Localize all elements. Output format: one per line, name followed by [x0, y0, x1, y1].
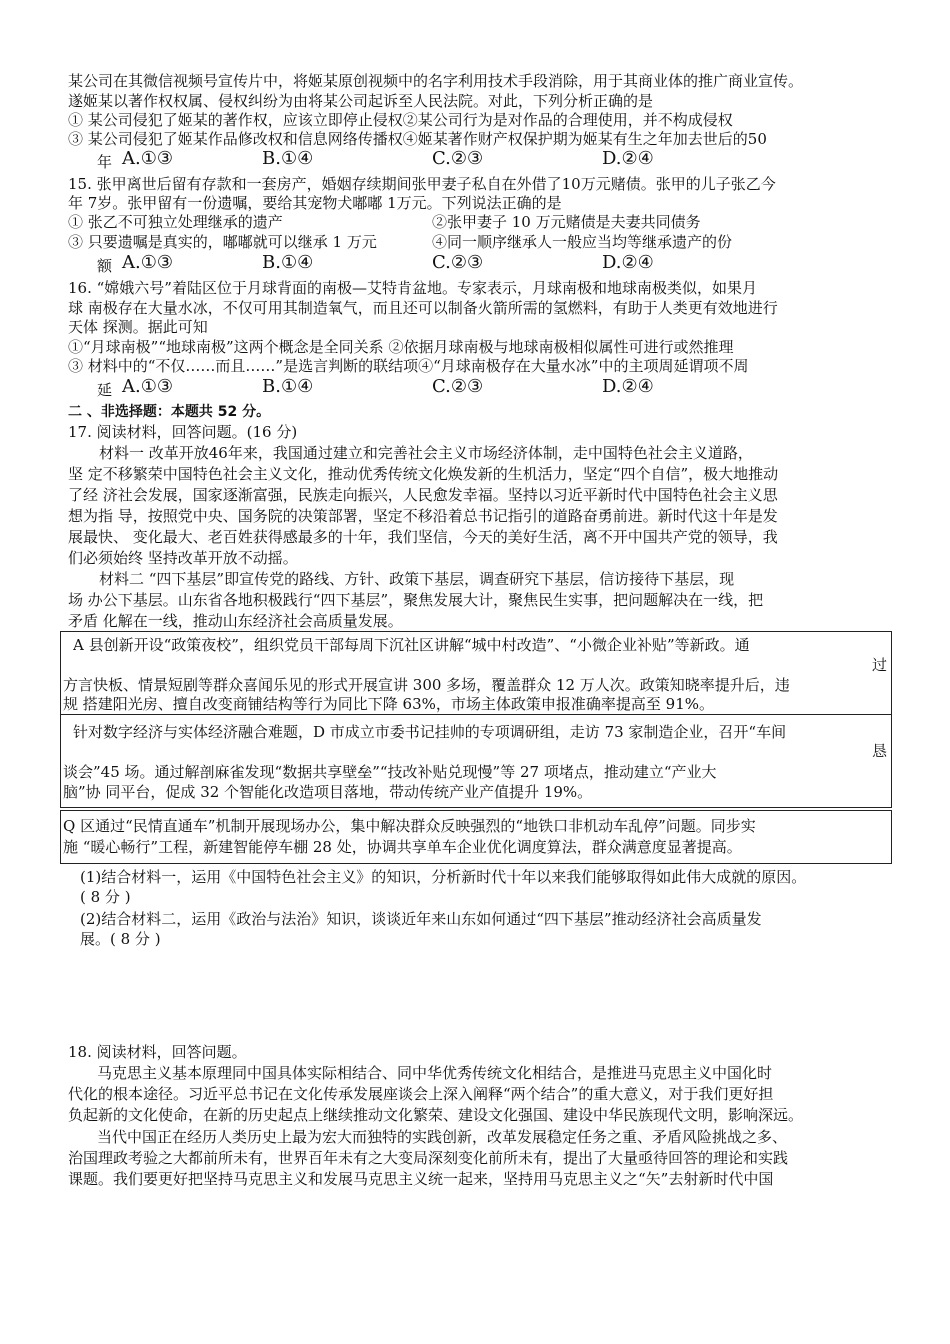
case-box-q-line-1: Q 区通过“民情直通车”机制开展现场办公，集中解决群众反映强烈的“地铁口非机动车乱停”问题。同步实: [63, 817, 756, 835]
q17-material-1-line-3: 了经 济社会发展，国家逐渐富强，民族走向振兴，人民愈发幸福。坚持以习近平新时代中国特色社会主义思: [68, 486, 778, 504]
q18-paragraph-1-line-2: 代化的根本途径。习近平总书记在文化传承发展座谈会上深入阐释“两个结合”的重大意义，对于我们更好担: [68, 1085, 774, 1103]
q14-stem-line-1: 某公司在其微信视频号宣传片中，将姬某原创视频中的名字利用技术手段消除，用于其商业体的推广商业宣传。: [68, 72, 804, 90]
q16-option-b[interactable]: B.①④: [262, 376, 314, 397]
q18-paragraph-2-line-2: 治国理政考验之大都前所未有，世界百年未有之大变局深刻变化前所未有，提出了大量亟待回答的理论和实践: [68, 1149, 789, 1167]
q15-stem-line-2: 年 7岁。张甲留有一份遗嘱，要给其宠物犬嘟嘟 1万元。下列说法正确的是: [68, 194, 562, 212]
q16-statement-line-2: ③ 材料中的“不仅……而且……”是选言判断的联结项④“月球南极存在大量水冰”中的主项周延谓项不周: [68, 357, 749, 375]
q18-paragraph-2-line-3: 课题。我们要更好把坚持马克思主义和发展马克思主义统一起来，坚持用马克思主义之“矢”去射新时代中国: [68, 1170, 774, 1188]
q17-material-1-line-4: 想为指 导，按照党中央、国务院的决策部署，坚定不移沿着总书记指引的道路奋勇前进。新时代这十年是发: [68, 507, 778, 525]
q17-subquestion-2-line-2: 展。( 8 分 ): [80, 930, 161, 948]
case-box-d-line-1: 针对数字经济与实体经济融合难题，D 市成立市委书记挂帅的专项调研组，走访 73 家制造企业，召开“车间: [73, 723, 787, 741]
q16-statement-line-1: ①“月球南极”“地球南极”这两个概念是全同关系 ②依据月球南极与地球南极相似属性可进行或然推理: [68, 338, 734, 356]
q15-option-d[interactable]: D.②④: [602, 252, 654, 273]
q17-material-2-line-2: 场 办公下基层。山东省各地积极践行“四下基层”，聚焦发展大计，聚焦民生实事，把问题解决在一线，把: [68, 591, 764, 609]
case-box-d-line-2: 谈会”45 场。通过解剖麻雀发现“数据共享壁垒”“技改补贴兑现慢”等 27 项堵点，推动建立“产业大: [63, 763, 717, 781]
q18-title: 18. 阅读材料，回答问题。: [68, 1043, 247, 1061]
q14-option-prefix: 年: [97, 153, 113, 171]
q18-paragraph-1-line-3: 负起新的文化使命，在新的历史起点上继续推动文化繁荣、建设文化强国、建设中华民族现代文明，影响深远。: [68, 1106, 804, 1124]
q17-material-1-line-2: 坚 定不移繁荣中国特色社会主义文化，推动优秀传统文化焕发新的生机活力，坚定“四个自信”，极大地推动: [68, 465, 779, 483]
q17-title: 17. 阅读材料，回答问题。(16 分): [68, 423, 298, 441]
q14-stem-line-2: 遂姬某以著作权权属、侵权纠纷为由将某公司起诉至人民法院。对此，下列分析正确的是: [68, 92, 654, 110]
case-box-a-line-1-wrap: 过: [871, 656, 887, 674]
q15-option-b[interactable]: B.①④: [262, 252, 314, 273]
case-box-q-district: [60, 810, 892, 864]
q14-options: [0, 148, 950, 172]
case-box-a-line-3: 规 搭建阳光房、擅自改变商铺结构等行为同比下降 63%，市场主体政策申报准确率提高至 91%。: [63, 695, 714, 713]
q16-option-prefix: 延: [97, 381, 113, 399]
q16-options: [0, 376, 950, 400]
q15-stem-line-1: 15. 张甲离世后留有存款和一套房产，婚姻存续期间张甲妻子私自在外借了10万元赌债。张甲的儿子张乙今: [68, 175, 776, 193]
q16-stem-line-1: 16. “嫦娥六号”着陆区位于月球背面的南极—艾特肯盆地。专家表示，月球南极和地球南极类似，如果月: [68, 279, 757, 297]
q17-material-1-line-1: 材料一 改革开放46年来，我国通过建立和完善社会主义市场经济体制，走中国特色社会主义道路，: [99, 444, 753, 462]
q17-material-2-line-1: 材料二 “四下基层”即宣传党的路线、方针、政策下基层，调查研究下基层，信访接待下基层，现: [99, 570, 735, 588]
case-box-a-line-1: A 县创新开设“政策夜校”，组织党员干部每周下沉社区讲解“城中村改造”、“小微企业补贴”等新政。通: [73, 636, 750, 654]
q16-stem-line-2: 球 南极存在大量水冰，不仅可用其制造氧气，而且还可以制备火箭所需的氢燃料，有助于人类更有效地进行: [68, 299, 778, 317]
q14-option-c[interactable]: C.②③: [432, 148, 484, 169]
case-box-a-county: [60, 631, 892, 715]
q15-option-prefix: 额: [97, 257, 113, 275]
case-box-d-line-1-wrap: 恳: [871, 742, 887, 760]
q17-material-1-line-5: 展最快、 变化最大、老百姓获得感最多的十年，我们坚信，今天的美好生活，离不开中国共产党的领导，我: [68, 528, 778, 546]
q16-stem-line-3: 天体 探测。据此可知: [68, 318, 208, 336]
q16-option-d[interactable]: D.②④: [602, 376, 654, 397]
q14-option-a[interactable]: A.①③: [122, 148, 173, 169]
q18-paragraph-2-line-1: 当代中国正在经历人类历史上最为宏大而独特的实践创新，改革发展稳定任务之重、矛盾风险挑战之多、: [97, 1128, 788, 1146]
q18-paragraph-1-line-1: 马克思主义基本原理同中国具体实际相结合、同中华优秀传统文化相结合，是推进马克思主义中国化时: [97, 1064, 773, 1082]
q16-option-c[interactable]: C.②③: [432, 376, 484, 397]
q14-statement-line-1: ① 某公司侵犯了姬某的著作权，应该立即停止侵权②某公司行为是对作品的合理使用，并不构成侵权: [68, 111, 733, 129]
q17-subquestion-2-line-1: (2)结合材料二，运用《政治与法治》知识，谈谈近年来山东如何通过“四下基层”推动经济社会高质量发: [80, 910, 762, 928]
q16-option-a[interactable]: A.①③: [122, 376, 173, 397]
q17-subquestion-1-line-2: ( 8 分 ): [80, 888, 131, 906]
q17-material-2-line-3: 矛盾 化解在一线，推动山东经济社会高质量发展。: [68, 612, 403, 630]
q15-option-a[interactable]: A.①③: [122, 252, 173, 273]
q14-option-d[interactable]: D.②④: [602, 148, 654, 169]
q15-statement-3: ③ 只要遗嘱是真实的，嘟嘟就可以继承 1 万元: [68, 233, 377, 251]
case-box-q-line-2: 施 “暖心畅行”工程，新建智能停车棚 28 处，协调共享单车企业优化调度算法，群众满意度显著提高。: [63, 838, 742, 856]
q15-option-c[interactable]: C.②③: [432, 252, 484, 273]
q15-statement-2: ②张甲妻子 10 万元赌债是夫妻共同债务: [432, 213, 701, 231]
q15-statement-4: ④同一顺序继承人一般应当均等继承遗产的份: [432, 233, 733, 251]
q14-statement-line-2: ③ 某公司侵犯了姬某作品修改权和信息网络传播权④姬某著作财产权保护期为姬某有生之年加去世后的50: [68, 130, 767, 148]
case-box-d-city: [60, 714, 892, 808]
q15-options: [0, 252, 950, 276]
section-2-heading: 二 、非选择题：本题共 52 分。: [68, 404, 271, 420]
q14-option-b[interactable]: B.①④: [262, 148, 314, 169]
q17-material-1-line-6: 们必须始终 坚持改革开放不动摇。: [68, 549, 298, 567]
q17-subquestion-1-line-1: (1)结合材料一，运用《中国特色社会主义》的知识，分析新时代十年以来我们能够取得如此伟大成就的原因。: [80, 868, 807, 886]
q15-statement-1: ① 张乙不可独立处理继承的遗产: [68, 213, 283, 231]
case-box-d-line-3: 脑”协 同平台，促成 32 个智能化改造项目落地，带动传统产业产值提升 19%。: [63, 783, 593, 801]
case-box-a-line-2: 方言快板、情景短剧等群众喜闻乐见的形式开展宣讲 300 多场，覆盖群众 12 万人次。政策知晓率提升后，违: [63, 676, 790, 694]
